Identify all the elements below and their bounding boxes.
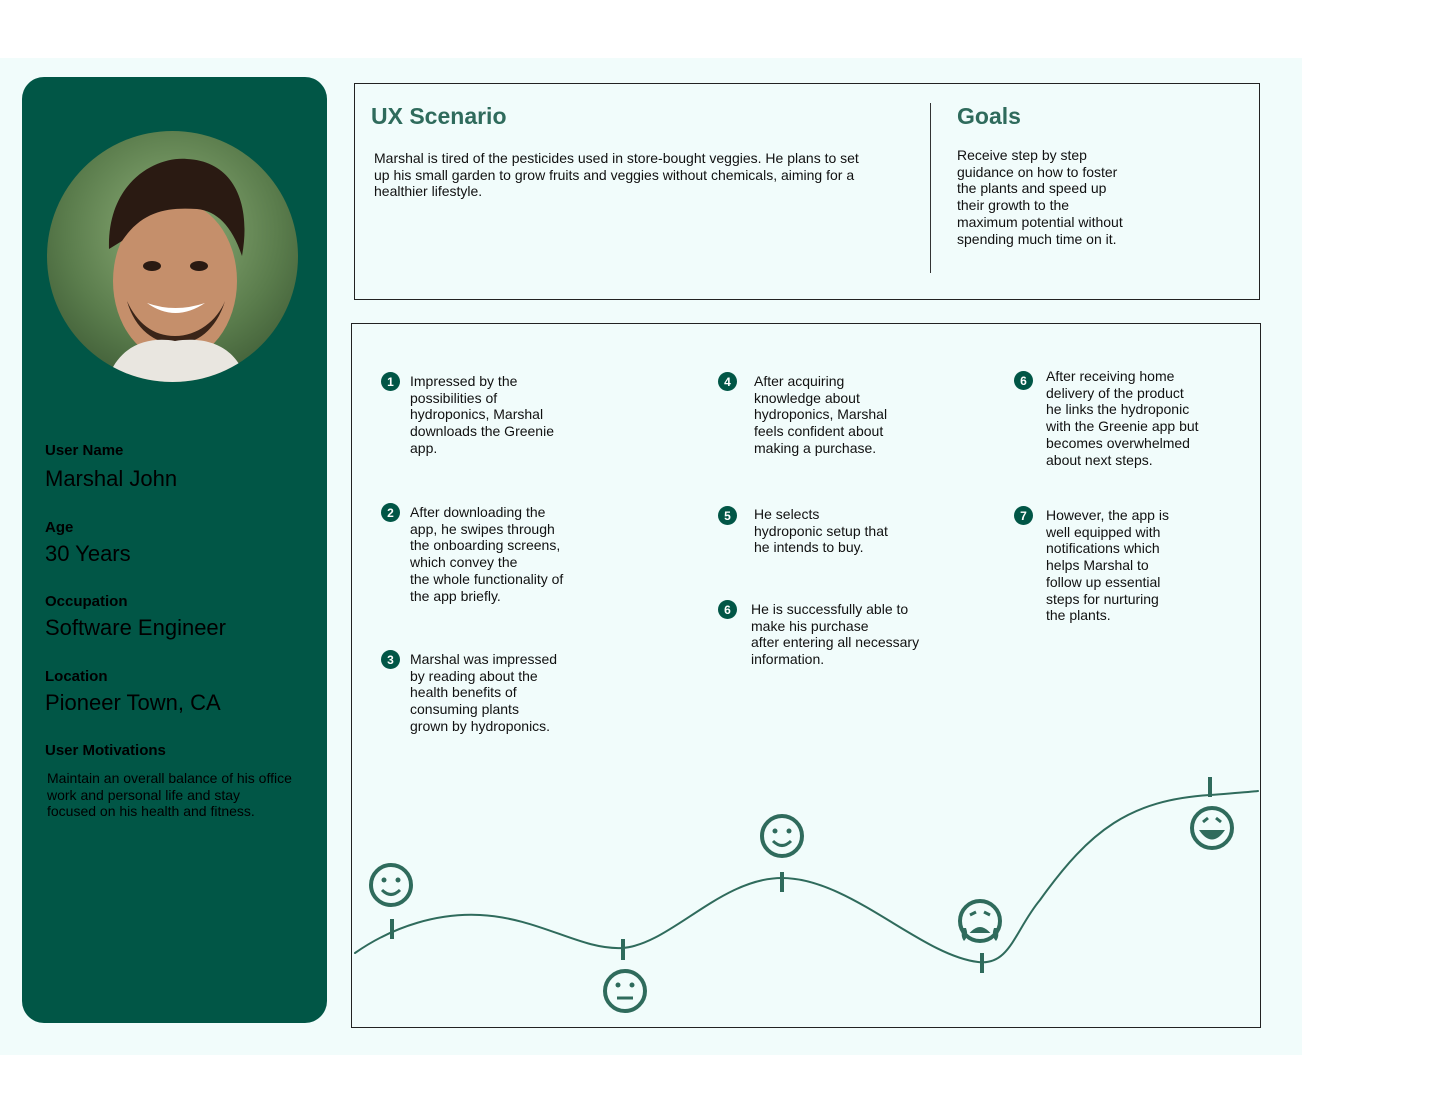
step-text: Impressed by the possibilities of hydroponics, Marshal downloads the Greenie app. bbox=[410, 373, 554, 456]
step-text: After acquiring knowledge about hydroponics, Marshal feels confident about making a purchase. bbox=[754, 373, 888, 456]
motivations-text: Maintain an overall balance of his office work and personal life and stay focused on his health and fitness. bbox=[47, 770, 292, 820]
age-label: Age bbox=[45, 519, 74, 536]
step-text: He selects hydroponic setup that he intends to buy. bbox=[754, 506, 888, 556]
step-badge: 1 bbox=[381, 372, 400, 391]
occupation-value: Software Engineer bbox=[45, 615, 226, 640]
step-badge: 2 bbox=[381, 503, 400, 522]
step-text: However, the app is well equipped with notifications which helps Marshal to follow up essential steps for nurturing the plants. bbox=[1046, 507, 1169, 624]
step-badge: 6 bbox=[1014, 371, 1033, 390]
scenario-text: Marshal is tired of the pesticides used in store-bought veggies. He plans to set up his small garden to grow fruits and veggies without chemicals, aiming for a healthier lifestyle. bbox=[374, 150, 859, 200]
portrait-image bbox=[47, 131, 298, 382]
motivations-label: User Motivations bbox=[45, 742, 166, 759]
step-badge: 5 bbox=[718, 506, 737, 525]
step-badge: 7 bbox=[1014, 506, 1033, 525]
goals-title: Goals bbox=[957, 103, 1021, 129]
step-badge: 6 bbox=[718, 600, 737, 619]
occupation-label: Occupation bbox=[45, 593, 128, 610]
location-value: Pioneer Town, CA bbox=[45, 690, 221, 715]
step-text: After receiving home delivery of the product he links the hydroponic with the Greenie app but becomes overwhelmed about next steps. bbox=[1046, 368, 1199, 468]
step-text: After downloading the app, he swipes through the onboarding screens, which convey the the whole functionality of the app briefly. bbox=[410, 504, 564, 604]
step-text: Marshal was impressed by reading about the health benefits of consuming plants grown by hydroponics. bbox=[410, 651, 558, 734]
goals-text: Receive step by step guidance on how to foster the plants and speed up their growth to the maximum potential without spending much time on it. bbox=[957, 147, 1123, 247]
panel-divider bbox=[930, 103, 931, 273]
avatar bbox=[47, 131, 298, 382]
user-name-label: User Name bbox=[45, 442, 124, 459]
age-value: 30 Years bbox=[45, 541, 131, 566]
location-label: Location bbox=[45, 668, 108, 685]
user-name-value: Marshal John bbox=[45, 466, 178, 491]
scenario-title: UX Scenario bbox=[371, 103, 507, 129]
step-badge: 4 bbox=[718, 372, 737, 391]
step-badge: 3 bbox=[381, 650, 400, 669]
step-text: He is successfully able to make his purchase after entering all necessary information. bbox=[751, 601, 920, 668]
